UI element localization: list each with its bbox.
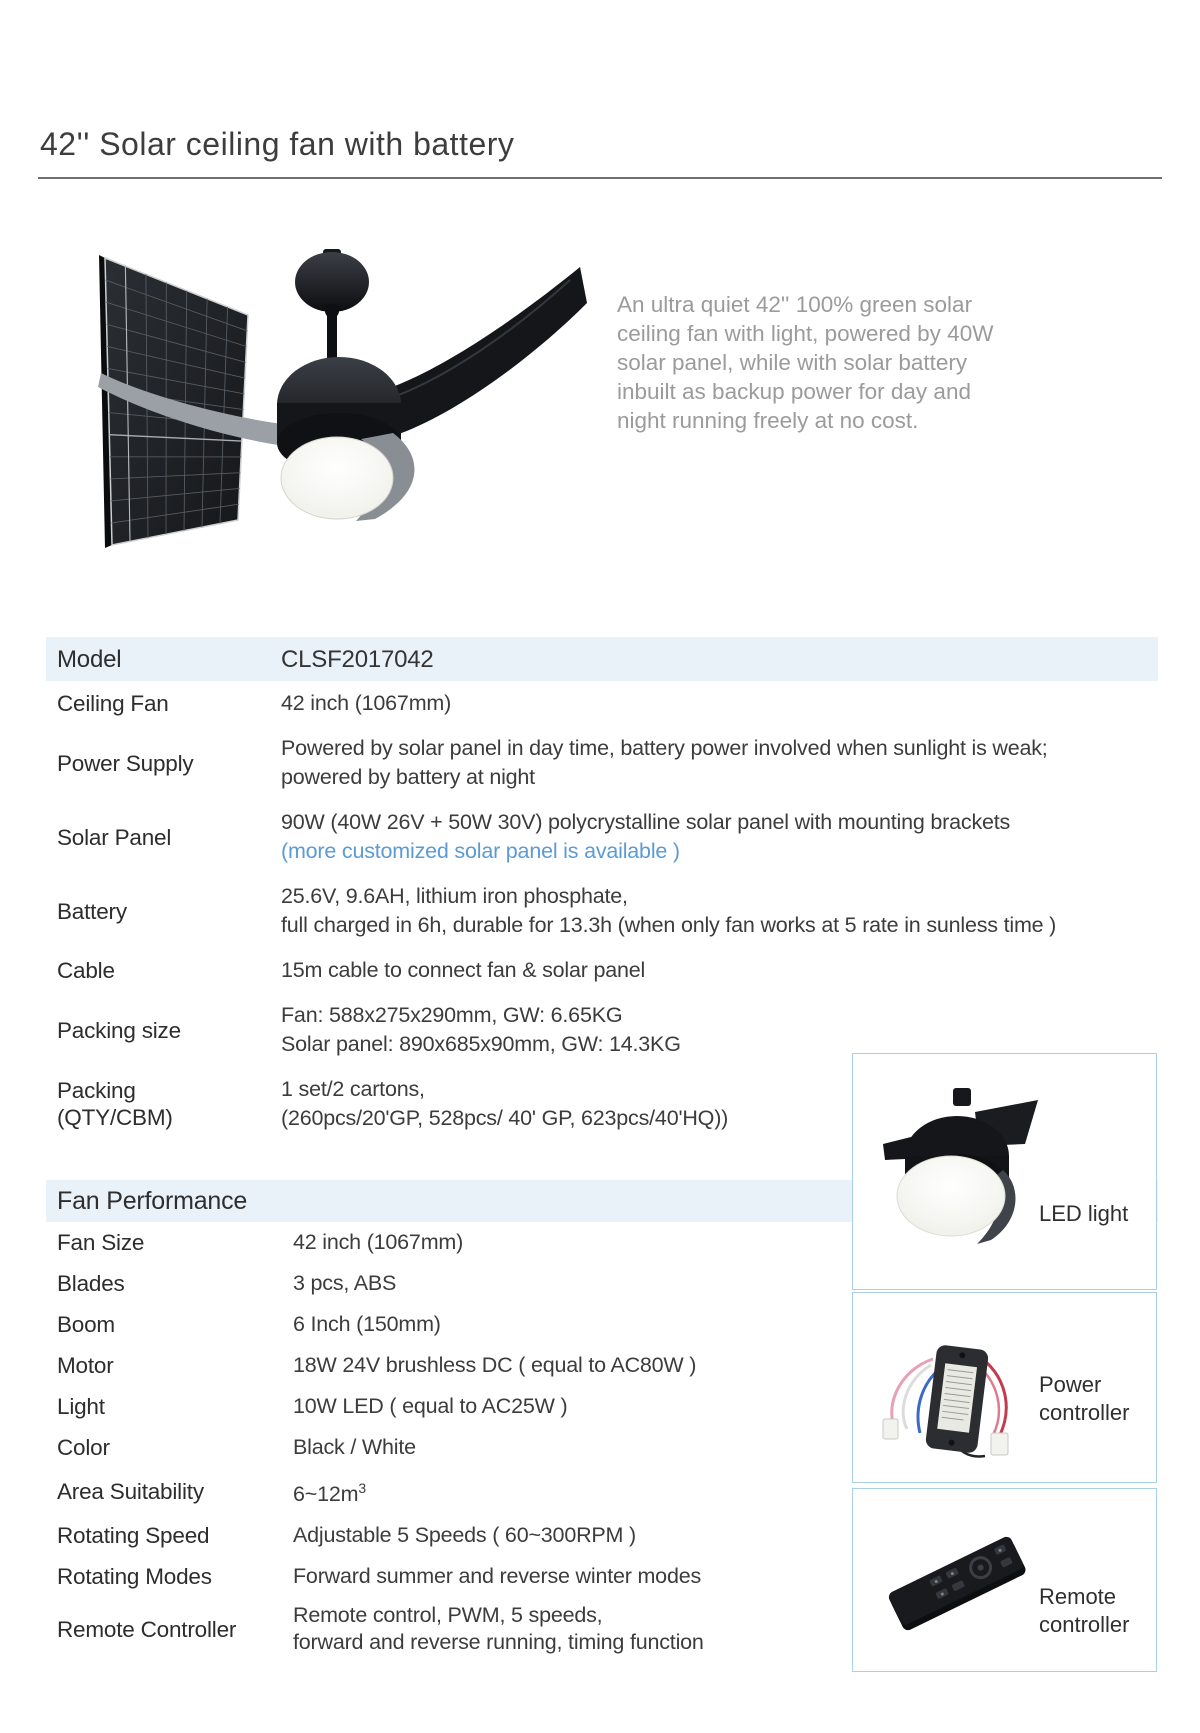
spec-row-cable: Cable 15m cable to connect fan & solar panel xyxy=(57,958,646,983)
gallery-box-remote-controller xyxy=(852,1488,1157,1672)
spec-row-rotating-modes: Rotating Modes Forward summer and reverse winter modes xyxy=(57,1564,702,1590)
remote-controller-image xyxy=(873,1517,1038,1642)
page-title: 42'' Solar ceiling fan with battery xyxy=(40,126,515,162)
spec-row-motor: Motor 18W 24V brushless DC ( equal to AC80W ) xyxy=(57,1353,697,1378)
spec-row-battery: Battery 25.6V, 9.6AH, lithium iron phosphate, full charged in 6h, durable for 13.3h (when only fan works at 5 rate in sunless time ) xyxy=(57,884,1057,937)
spec-row-rotating-speed: Rotating Speed Adjustable 5 Speeds ( 60~300RPM ) xyxy=(57,1523,636,1549)
power-controller-image xyxy=(873,1321,1033,1461)
spec-row-ceiling-fan: Ceiling Fan 42 inch (1067mm) xyxy=(57,691,452,716)
led-light-caption: LED light xyxy=(1039,1201,1129,1226)
title-underline xyxy=(38,177,1162,179)
gallery-box-power-controller xyxy=(852,1292,1157,1483)
spec-row-light: Light 10W LED ( equal to AC25W ) xyxy=(57,1394,568,1419)
spec-row-solar-panel: Solar Panel 90W (40W 26V + 50W 30V) polycrystalline solar panel with mounting brackets (more customized solar panel is available ) xyxy=(46,800,1158,874)
led-light-image xyxy=(873,1082,1048,1257)
hero-product-image xyxy=(75,225,595,555)
product-description: An ultra quiet 42'' 100% green solar ceiling fan with light, powered by 40W solar panel, while with solar battery inbuilt as backup power for day and night running freely at no cost. xyxy=(617,292,994,433)
spec-row-area-suitability: Area Suitability $6\sim 12m^3$ xyxy=(57,1479,366,1507)
spec-row-packing-size: Packing size Fan: 588x275x290mm, GW: 6.65KG Solar panel: 890x685x90mm, GW: 14.3KG xyxy=(57,1003,681,1056)
model-number: CLSF2017042 xyxy=(281,645,434,673)
model-header-label: Model xyxy=(57,645,122,673)
gallery-box-led-light xyxy=(852,1053,1157,1290)
cubic-meter-superscript: 3 xyxy=(358,1480,366,1496)
spec-row-color: Color Black / White xyxy=(57,1435,416,1460)
spec-row-fan-size: Fan Size 42 inch (1067mm) xyxy=(57,1230,464,1255)
customized-solar-panel-link[interactable]: (more customized solar panel is available ) xyxy=(281,839,680,863)
spec-row-remote-controller: Remote Controller Remote control, PWM, 5 speeds, forward and reverse running, timing function xyxy=(57,1603,704,1655)
spec-row-power-supply: Power Supply Powered by solar panel in day time, battery power involved when sunlight is weak; powered by battery at night xyxy=(57,736,1048,789)
spec-row-packing-qty: Packing (QTY/CBM) 1 set/2 cartons, (260pcs/20'GP, 528pcs/ 40' GP, 623pcs/40'HQ)) xyxy=(57,1077,729,1130)
fan-performance-title: Fan Performance xyxy=(57,1186,248,1215)
spec-row-boom: Boom 6 Inch (150mm) xyxy=(57,1312,441,1337)
spec-row-blades: Blades 3 pcs, ABS xyxy=(57,1271,397,1296)
remote-controller-caption: Remote controller xyxy=(1039,1584,1130,1637)
model-section-header xyxy=(46,637,1158,681)
power-controller-caption: Power controller xyxy=(1039,1372,1130,1425)
